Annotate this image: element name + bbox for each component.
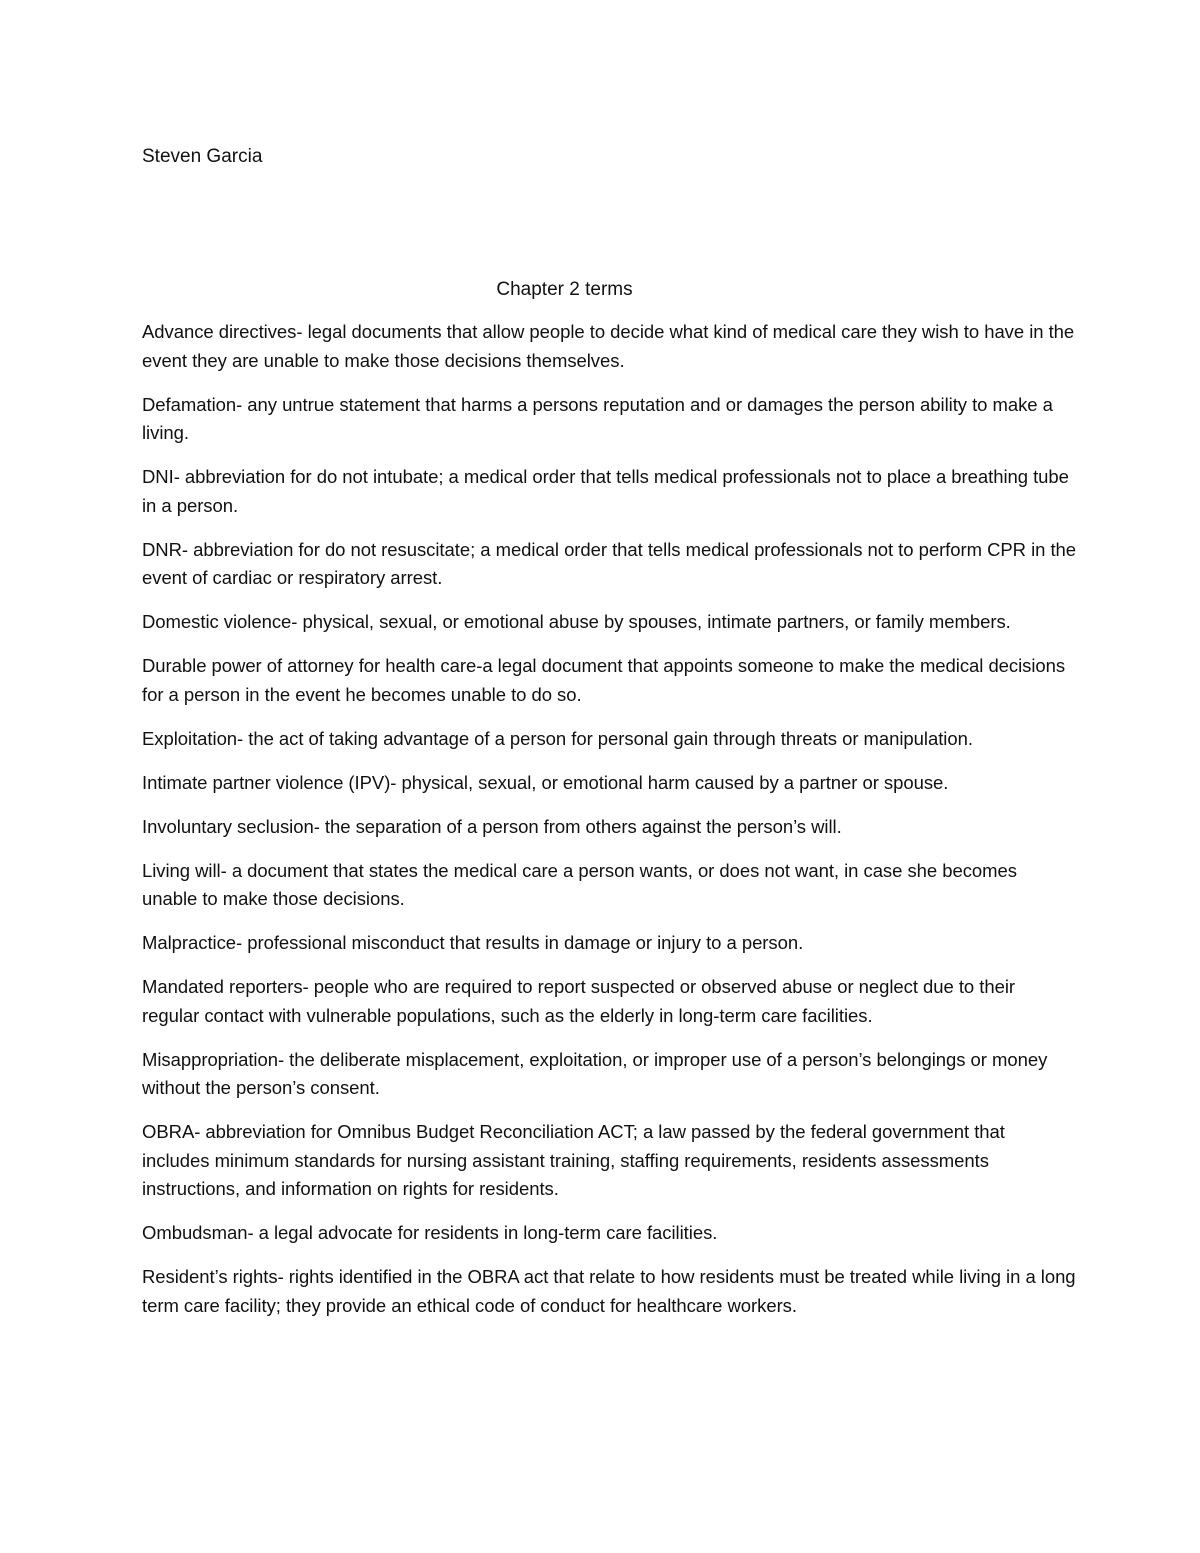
term-entry: Misappropriation- the deliberate misplacement, exploitation, or improper use of a person’s belongings or money without the person’s consent.: [142, 1048, 1048, 1098]
term-entry: Exploitation- the act of taking advantage of a person for personal gain through threats or manipulation.: [142, 727, 973, 749]
term-entry: Resident’s rights- rights identified in the OBRA act that relate to how residents must be treated while living in a long term care facility; they provide an ethical code of conduct for healthcare workers.: [142, 1266, 1076, 1316]
term-entry: Malpractice- professional misconduct that results in damage or injury to a person.: [142, 932, 804, 953]
author-name: Steven Garcia: [142, 146, 263, 167]
term-entry: Domestic violence- physical, sexual, or emotional abuse by spouses, intimate partners, or family members.: [142, 611, 1011, 632]
document-title: Chapter 2 terms: [496, 279, 633, 300]
term-list: [142, 318, 1077, 1336]
term-entry: OBRA- abbreviation for Omnibus Budget Reconciliation ACT; a law passed by the federal government that includes minimum standards for nursing assistant training, staffing requirements, residents assessments instructions, and information on rights for residents.: [142, 1121, 1005, 1199]
term-entry: Intimate partner violence (IPV)- physical, sexual, or emotional harm caused by a partner or spouse.: [142, 771, 949, 793]
term-entry: Mandated reporters- people who are required to report suspected or observed abuse or neglect due to their regular contact with vulnerable populations, such as the elderly in long-term care facilities.: [142, 976, 1016, 1026]
term-entry: Defamation- any untrue statement that harms a persons reputation and or damages the person ability to make a living.: [142, 393, 1053, 443]
term-entry: Advance directives- legal documents that allow people to decide what kind of medical care they wish to have in the event they are unable to make those decisions themselves.: [142, 321, 1075, 371]
term-entry: DNI- abbreviation for do not intubate; a medical order that tells medical professionals not to place a breathing tube in a person.: [142, 466, 1069, 516]
term-entry: Durable power of attorney for health care-a legal document that appoints someone to make the medical decisions for a person in the event he becomes unable to do so.: [142, 655, 1066, 705]
term-entry: Living will- a document that states the medical care a person wants, or does not want, in case she becomes unable to make those decisions.: [142, 859, 1017, 909]
term-entry: DNR- abbreviation for do not resuscitate; a medical order that tells medical professionals not to perform CPR in the event of cardiac or respiratory arrest.: [142, 538, 1077, 588]
term-entry: Ombudsman- a legal advocate for residents in long-term care facilities.: [142, 1222, 718, 1243]
term-entry: Involuntary seclusion- the separation of a person from others against the person’s will.: [142, 815, 842, 837]
